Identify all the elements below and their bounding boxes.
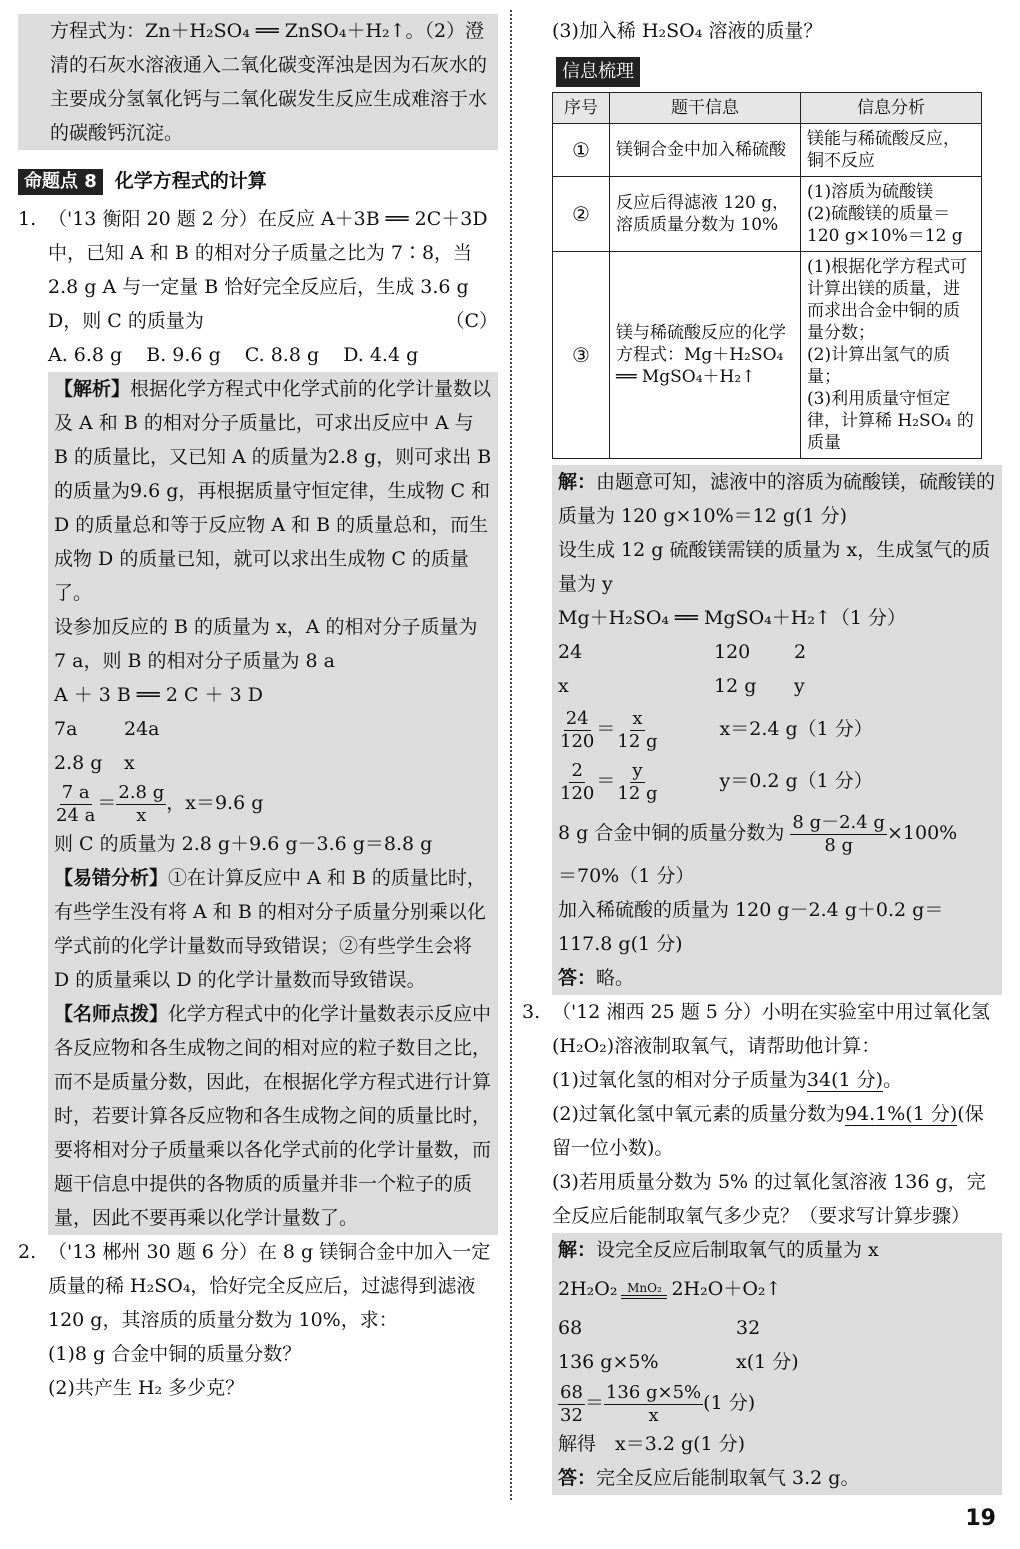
right-column	[522, 14, 1002, 1495]
solution-block-3: 解：设完全反应后制取氧气的质量为 x 2H₂O₂ MnO₂ 2H₂O＋O₂↑ 68 32 136 g×5% x(1 分) $\frac{68}{32}$ ＝ $\frac{136 g\times 5\%}{x}$ (1 分) 解得 x＝3.2 g(1 分) 答：完全反应后能制取氧气 3.2 g。	[552, 1233, 1002, 1495]
analysis-text: 根据化学方程式中化学式前的化学计量数以及 A 和 B 的相对分子质量比，可求出反应中 A 与 B 的质量比，又已知 A 的质量为2.8 g，则可求出 B 的质量为9.6 g，再根据质量守恒定律，生成物 C 和 D 的质量总和等于反应物 A 和 B 的质量总和，而生成物 D 的质量已知，就可以求出生成物 C 的质量了。	[54, 378, 492, 604]
question-number: 2.	[18, 1240, 37, 1263]
option-d: D. 4.4 g	[343, 344, 419, 366]
question-text: （'12 湘西 25 题 5 分）小明在实验室中用过氧化氢(H₂O₂)溶液制取氧气，请帮助他计算：	[552, 1001, 990, 1057]
answer-label: 答：	[558, 967, 597, 989]
options	[48, 338, 498, 372]
equation-line: 2H₂O₂ MnO₂ 2H₂O＋O₂↑	[558, 1278, 782, 1300]
section-title: 化学方程式的计算	[114, 170, 267, 192]
option-a: A. 6.8 g	[48, 344, 123, 366]
ratio-row-2: x 12 g y	[558, 675, 805, 697]
table-row: ② 反应后得滤液 120 g，溶质质量分数为 10% (1)溶质为硫酸镁 (2)硫酸镁的质量＝120 g×10%＝12 g	[553, 177, 982, 252]
sub-question-1: (1)8 g 合金中铜的质量分数？	[48, 1342, 302, 1365]
page-number: 19	[965, 1506, 996, 1531]
left-column	[18, 14, 498, 1405]
ratio-row-2: 2.8 g x	[54, 752, 135, 774]
error-analysis-label: 【易错分析】	[54, 866, 169, 889]
question-text: （'13 郴州 30 题 6 分）在 8 g 镁铜合金中加入一定质量的稀 H₂SO₄，恰好完全反应后，过滤得到滤液 120 g，其溶质的质量分数为 10%，求：	[48, 1240, 491, 1331]
analysis-label: 【解析】	[54, 378, 131, 400]
ratio-row-1: 24 120 2	[558, 641, 807, 663]
option-b: B. 9.6 g	[146, 344, 221, 366]
table-header: 序号	[553, 93, 610, 124]
column-divider	[510, 10, 512, 1500]
sub-question-2: (2)共产生 H₂ 多少克？	[48, 1376, 245, 1399]
question-1	[18, 202, 498, 372]
fraction-line-2: $\frac{2}{120}$ ＝ $\frac{y}{12 g}$ y＝0.2 g（1 分）	[560, 759, 873, 804]
ratio-row-1: 68 32	[558, 1317, 761, 1339]
solution-block: 解：由题意可知，滤液中的溶质为硫酸镁，硫酸镁的质量为 120 g×10%＝12 g(1 分) 设生成 12 g 硫酸镁需镁的质量为 x，生成氢气的质量为 y Mg＋H₂SO₄ ══ MgSO₄＋H₂↑（1 分） 24 120 2 x 12 g y $\frac{24}{120}$ ＝ $\frac{x}{12 g}$ x＝2.4 g（1 分） $\frac{2}{120}$ ＝ $\frac{y}{12 g}$ y＝0.2 g（1 分） 8 g 合金中铜的质量分数为 $\frac{8 g-2.4 g}{8 g}$ ×100% ＝70%（1 分） 加入稀硫酸的质量为 120 g－2.4 g＋0.2 g＝117.8 g(1 分) 答：略。	[552, 465, 1002, 995]
question-2	[18, 1235, 498, 1405]
answer-underline: 94.1%(1 分)	[844, 1103, 958, 1125]
table-row: ③ 镁与稀硫酸反应的化学方程式：Mg＋H₂SO₄ ══ MgSO₄＋H₂↑ (1)根据化学方程式可计算出镁的质量，进而求出合金中铜的质量分数； (2)计算出氢气的质量； (3)利用质量守恒定律，计算稀 H₂SO₄ 的质量	[553, 252, 982, 459]
equation-line: A ＋ 3 B ══ 2 C ＋ 3 D	[54, 684, 263, 706]
previous-answer-text: 方程式为：Zn＋H₂SO₄ ══ ZnSO₄＋H₂↑。（2）澄清的石灰水溶液通入二氧化碳变浑浊是因为石灰水的主要成分氢氧化钙与二氧化碳发生反应生成难溶于水的碳酸钙沉淀。	[50, 20, 488, 144]
fraction-line-3: $\frac{68}{32}$ ＝ $\frac{136 g\times 5\%}{x}$ (1 分)	[560, 1381, 756, 1426]
error-analysis-text: ①在计算反应中 A 和 B 的质量比时，有些学生没有将 A 和 B 的相对分子质量分别乘以化学式前的化学计量数而导致错误；②有些学生会将 D 的质量乘以 D 的化学计量数而导致错误。	[54, 866, 486, 991]
c-mass-line: 则 C 的质量为 2.8 g＋9.6 g－3.6 g＝8.8 g	[54, 832, 433, 855]
equation-line: Mg＋H₂SO₄ ══ MgSO₄＋H₂↑（1 分）	[558, 607, 907, 629]
fraction-line: $\frac{7 a}{24 a}$ ＝ $\frac{2.8 g}{x}$ ，x＝9.6 g	[56, 781, 264, 826]
question-answer: （C）	[445, 310, 498, 332]
section-header	[18, 164, 498, 198]
teacher-tip-label: 【名师点拨】	[54, 1002, 169, 1025]
sub-question-3: (3)加入稀 H₂SO₄ 溶液的质量？	[552, 20, 823, 42]
solution-label: 解：	[558, 471, 597, 493]
table-header: 题干信息	[610, 93, 801, 124]
teacher-tip-text: 化学方程式中的化学计量数表示反应中各反应物和各生成物之间的相对应的粒子数目之比，而不是质量分数，因此，在根据化学方程式进行计算时，若要计算各反应物和各生成物之间的质量比时，要将相对分子质量乘以各化学式前的化学计量数，而题干信息中提供的各物质的质量并非一个粒子的质量，因此不要再乘以化学计量数了。	[54, 1002, 492, 1229]
question-text: （'13 衡阳 20 题 2 分）在反应 A＋3B ══ 2C＋3D 中，已知 A 和 B 的相对分子质量之比为 7∶8，当 2.8 g A 与一定量 B 恰好完全反应后，生成 3.6 g D，则 C 的质量为	[48, 208, 488, 332]
solution-label: 解：	[558, 1239, 597, 1261]
info-table	[552, 92, 982, 459]
sub-question-3: (3)若用质量分数为 5% 的过氧化氢溶液 136 g，完全反应后能制取氧气多少克？（要求写计算步骤）	[552, 1171, 986, 1227]
question-number: 1.	[18, 208, 37, 230]
ratio-row-2: 136 g×5% x(1 分)	[558, 1351, 799, 1373]
catalyst-label: MnO₂	[627, 1281, 662, 1295]
sub-question-1: (1)过氧化氢的相对分子质量为34(1 分)。	[552, 1069, 903, 1091]
table-header-row	[553, 93, 982, 124]
table-header: 信息分析	[801, 93, 982, 124]
info-tag: 信息梳理	[556, 57, 640, 87]
sub-question-2: (2)过氧化氢中氧元素的质量分数为94.1%(1 分)(保留一位小数)。	[552, 1103, 984, 1159]
copper-fraction-line: 8 g 合金中铜的质量分数为 $\frac{8 g-2.4 g}{8 g}$ ×100%	[558, 811, 958, 856]
fraction-line-1: $\frac{24}{120}$ ＝ $\frac{x}{12 g}$ x＝2.4 g（1 分）	[560, 707, 873, 752]
answer-label: 答：	[558, 1467, 597, 1489]
table-row: ① 镁铜合金中加入稀硫酸 镁能与稀硫酸反应，铜不反应	[553, 124, 982, 177]
ratio-row-1: 7a 24a	[54, 718, 160, 740]
analysis-set: 设参加反应的 B 的质量为 x，A 的相对分子质量为 7 a，则 B 的相对分子质量为 8 a	[54, 616, 478, 672]
section-tag: 命题点 8	[18, 169, 103, 195]
question-3	[522, 995, 1002, 1233]
option-c: C. 8.8 g	[244, 344, 320, 366]
answer-underline: 34(1 分)	[806, 1069, 884, 1091]
analysis-block	[48, 372, 498, 1235]
question-number: 3.	[522, 1001, 541, 1023]
previous-answer-block	[18, 14, 498, 150]
